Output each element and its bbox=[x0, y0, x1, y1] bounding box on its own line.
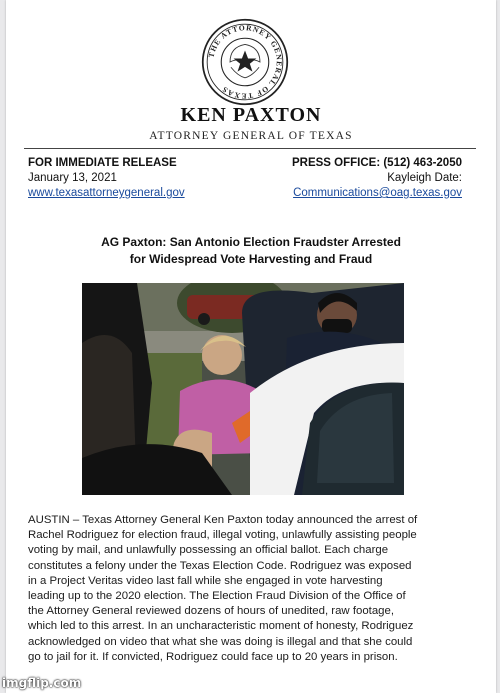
body-line: the Attorney General reviewed dozens of hours of unedited, raw footage, bbox=[28, 605, 394, 618]
press-contact: Kayleigh Date: bbox=[387, 172, 462, 184]
press-office-info bbox=[292, 156, 462, 201]
body-line: voting by mail, and unlawfully possessing an official ballot. Each charge bbox=[28, 544, 389, 557]
headline-line-1: AG Paxton: San Antonio Election Fraudster Arrested bbox=[101, 235, 401, 249]
official-title: ATTORNEY GENERAL OF TEXAS bbox=[149, 130, 353, 142]
body-line: acknowledged on video that what she was doing is illegal and that she could bbox=[28, 635, 413, 648]
body-line: Rachel Rodriguez for election fraud, illegal voting, unlawfully assisting people bbox=[28, 529, 417, 542]
press-email-link[interactable]: Communications@oag.texas.gov bbox=[293, 187, 462, 199]
headline-line-2: for Widespread Vote Harvesting and Fraud bbox=[129, 252, 373, 266]
press-body bbox=[28, 513, 480, 665]
seal-text: THE ATTORNEY GENERAL OF TEXAS bbox=[206, 23, 284, 101]
body-line: leading up to the 2020 election. The Election Fraud Division of the Office of bbox=[28, 590, 406, 603]
attorney-general-seal bbox=[201, 18, 289, 106]
press-headline bbox=[6, 234, 496, 268]
release-label: FOR IMMEDIATE RELEASE bbox=[28, 157, 177, 169]
header-divider bbox=[24, 148, 476, 149]
press-office-label: PRESS OFFICE: (512) 463-2050 bbox=[291, 157, 462, 169]
website-link[interactable]: www.texasattorneygeneral.gov bbox=[28, 187, 185, 199]
watermark: imgflip.com bbox=[2, 676, 82, 690]
press-release-page bbox=[6, 0, 496, 693]
body-line: which led to this arrest. In an uncharacteristic moment of honesty, Rodriguez bbox=[28, 620, 414, 633]
release-date: January 13, 2021 bbox=[28, 172, 117, 184]
body-line: in a Project Veritas video last fall while she engaged in vote harvesting bbox=[28, 574, 383, 587]
body-line: AUSTIN – Texas Attorney General Ken Paxton today announced the arrest of bbox=[28, 514, 418, 526]
body-line: go to jail for it. If convicted, Rodriguez could face up to 20 years in prison. bbox=[28, 650, 398, 663]
arrest-photo bbox=[82, 283, 404, 495]
official-name: KEN PAXTON bbox=[180, 104, 322, 126]
release-info bbox=[28, 156, 185, 201]
body-line: constitutes a felony under the Texas Election Code. Rodriguez was exposed bbox=[28, 559, 412, 572]
